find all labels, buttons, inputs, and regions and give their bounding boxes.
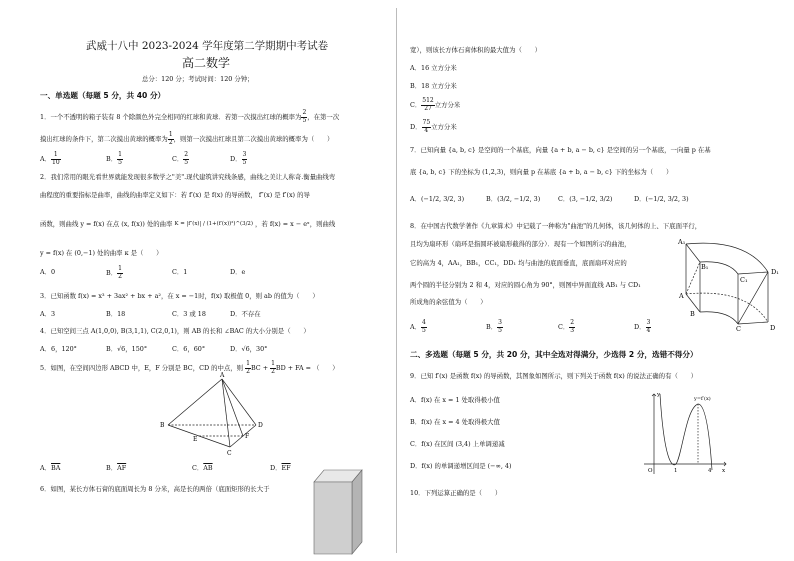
exam-meta: 总分：120 分；考试时间：120 分钟； [142, 75, 254, 83]
q9-stem: 9．已知 f′(x) 是函数 f(x) 的导函数，其图象如图所示，则下列关于函数 f(x) 的说法正确的有（ ） [410, 372, 698, 380]
q3-stem: 3．已知函数 f(x) = x³ + 3ax² + bx + a²，在 x = −1时，f(x) 取极值 0，则 ab 的值为（ ） [40, 292, 319, 300]
q2-stem-line2: 曲程度的重要指标是曲率，曲线的曲率定义如下：若 f′(x) 是 f(x) 的导函数， f″(x) 是 f′(x) 的导 [40, 191, 310, 199]
q9-option-b[interactable]: B．f(x) 在 x = 4 处取得极大值 [410, 418, 500, 426]
curvature-formula: K = |f″(x)| / (1+(f′(x))²)^(3/2) [174, 221, 253, 227]
q3-option-c[interactable]: C．3 或 18 [172, 310, 206, 318]
label-B1: B₁ [701, 263, 709, 271]
q7-option-c[interactable]: C．(3, −1/2, 3/2) [558, 195, 613, 203]
label-A1: A₁ [678, 238, 686, 246]
label-C1: C₁ [740, 276, 748, 284]
q7-option-a[interactable]: A．(−1/2, 3/2, 3) [410, 195, 465, 203]
label-D: D [258, 422, 263, 429]
q1-stem-line2: 摸出红球的条件下，第二次摸出黄球的概率为 $\frac{1}{2}$ ，则第一次摸出红球且第二次摸出黄球的概率为（ ） [40, 131, 334, 146]
q2-stem-line4: y = f(x) 在 (0,−1) 处的曲率 κ 是（ ） [40, 249, 163, 257]
q2-option-c[interactable]: C．1 [172, 268, 188, 276]
q1-option-d[interactable]: D． $\frac{3}{5}$ [230, 151, 247, 166]
label-B: B [690, 310, 695, 318]
q6-gypsum-block-figure [312, 468, 364, 556]
segment-AB1 [686, 262, 700, 294]
outer-top-arc [686, 243, 768, 272]
edge-AB [168, 379, 222, 425]
q5-tetrahedron-figure [160, 372, 270, 460]
q8-option-b[interactable]: B． $\frac{3}{5}$ [486, 319, 502, 334]
label-C: C [736, 325, 741, 333]
q6-option-a[interactable]: A．16 立方分米 [410, 64, 457, 72]
q7-stem-line2: 底 {a, b, c} 下的坐标为 (1,2,3)，则向量 p 在基底 {a + b, a − b, c} 下的坐标为（ ） [410, 168, 673, 176]
origin-label: O [648, 468, 653, 474]
q2-stem-line3: 函数，则曲线 y = f(x) 在点 (x, f(x)) 处的曲率 K = |f″(x)| / (1+(f′(x))²)^(3/2) ，若 f(x) = x − eˣ，则曲线 [40, 220, 336, 228]
fraction: $\frac{1}{2}$ [168, 131, 173, 146]
curve-label: y=f′(x) [694, 396, 711, 402]
q4-option-a[interactable]: A．6，120° [40, 345, 77, 353]
label-E: E [193, 436, 198, 443]
q4-option-b[interactable]: B．√6，150° [106, 345, 148, 353]
q5-option-b[interactable]: B．$\overline{AF}$ [106, 464, 127, 472]
q6-stem-continued: 宽），则该长方体石膏体积的最大值为（ ） [410, 46, 542, 54]
column-divider [396, 8, 397, 553]
q7-stem-line1: 7．已知向量 {a, b, c} 是空间的一个基底，向量 {a + b, a − b, c} 是空间的另一个基底，一向量 p 在基 [410, 146, 711, 154]
q1-option-b[interactable]: B． $\frac{1}{5}$ [106, 151, 122, 166]
q8-option-c[interactable]: C． $\frac{2}{3}$ [558, 319, 575, 334]
q1-option-c[interactable]: C． $\frac{2}{5}$ [172, 151, 189, 166]
q5-option-a[interactable]: A．$\overline{BA}$ [40, 464, 61, 472]
y-axis-label: y [657, 392, 661, 398]
q6-option-b[interactable]: B．18 立方分米 [410, 82, 457, 90]
q8-option-d[interactable]: D． $\frac{3}{4}$ [634, 319, 651, 334]
q2-option-d[interactable]: D．e [230, 268, 246, 276]
section-multi-choice-heading: 二、多选题（每题 5 分，共 20 分，其中全选对得满分，少选得 2 分，选错不得分） [410, 350, 698, 359]
q2-option-a[interactable]: A．0 [40, 268, 56, 276]
q9-option-d[interactable]: D．f(x) 的单调递增区间是 (−∞, 4) [410, 462, 512, 470]
q8-stem-line3: 它的高为 4，AA₁，BB₁，CC₁，DD₁ 均与曲池的底面垂直，底面扇环对应的 [410, 259, 627, 267]
q6-stem: 6．如图，某长方体石膏的底面周长为 8 分米，高是长的两倍（底面矩形的长大于 [40, 485, 270, 493]
q3-option-b[interactable]: B．18 [106, 310, 126, 318]
label-A: A [679, 292, 684, 300]
label-D: D [770, 324, 776, 332]
label-B: B [160, 422, 165, 429]
derivative-curve [660, 394, 712, 470]
q3-option-d[interactable]: D．不存在 [230, 310, 261, 318]
q2-stem-line1: 2．我们常用的眼光看世界就能发现很多数学之"美".现代建筑讲究线条感，曲线之美让人称奇.衡量曲线弯 [40, 173, 336, 181]
x-axis-label: x [722, 468, 726, 474]
q7-option-d[interactable]: D．(−1/2, 3/2, 3) [634, 195, 689, 203]
q8-stem-line5: 所成角的余弦值为（ ） [410, 298, 487, 306]
right-column [398, 0, 794, 561]
exam-title: 武威十八中 2023-2024 学年度第二学期期中考试卷 [86, 40, 329, 52]
q8-stem-line4: 两个圆的半径分别为 2 和 4，对应的圆心角为 90°，则图中异面直线 AB₁ 与 CD₁ [410, 281, 641, 289]
q6-option-d[interactable]: D． $\frac{75}{4}$ 立方分米 [410, 119, 457, 134]
q3-option-a[interactable]: A．3 [40, 310, 56, 318]
q1-stem-line1: 1．一个不透明的箱子装有 8 个除颜色外完全相同的红球和黄球．若第一次摸出红球的概率为 $\frac{2}{5}$ ，在第一次 [40, 109, 340, 124]
q9-option-c[interactable]: C．f(x) 在区间 (3,4) 上单调递减 [410, 440, 505, 448]
q5-stem: 5．如图，在空间四边形 ABCD 中，E，F 分别是 BC，CD 的中点，则 $\frac{1}{2}$ BC + $\frac{1}{2}$ BD + FA = （ ） [40, 360, 339, 375]
q6-option-c[interactable]: C． $\frac{512}{27}$ 立方分米 [410, 97, 461, 112]
left-column [0, 0, 396, 561]
label-D1: D₁ [771, 268, 779, 276]
tick-4-label: 4 [708, 468, 712, 474]
q5-option-d[interactable]: D．$\overline{EF}$ [270, 464, 291, 472]
q8-stem-line2: 且均为扇环形（扇环是指圆环被扇形截得的部分）．现有一个如图所示的曲池， [410, 240, 631, 248]
q8-option-a[interactable]: A． $\frac{4}{5}$ [410, 319, 426, 334]
label-F: F [245, 433, 250, 440]
q9-derivative-graph [642, 390, 728, 476]
q5-option-c[interactable]: C．$\overline{AB}$ [192, 464, 213, 472]
tick-1-label: 1 [674, 468, 678, 474]
q4-option-c[interactable]: C．6，60° [172, 345, 206, 353]
q2-option-b[interactable]: B． $\frac{1}{2}$ [106, 265, 122, 280]
q8-stem-line1: 8．在中国古代数学著作《九章算术》中记载了一种称为"曲池"的几何体，该几何体的上、下底面平行， [410, 222, 702, 230]
q8-curved-pool-figure [676, 236, 788, 332]
section-single-choice-heading: 一、单选题（每题 5 分，共 40 分） [40, 91, 166, 100]
edge-AD [222, 379, 256, 425]
q1-option-a[interactable]: A． $\frac{1}{10}$ [40, 151, 60, 166]
q7-option-b[interactable]: B．(3/2, −1/2, 3) [486, 195, 541, 203]
exam-subtitle: 高二数学 [182, 56, 231, 70]
q4-option-d[interactable]: D．√6，30° [230, 345, 268, 353]
label-A: A [220, 372, 225, 379]
fraction: $\frac{2}{5}$ [302, 109, 307, 124]
label-C: C [227, 450, 232, 457]
q9-option-a[interactable]: A．f(x) 在 x = 1 处取得极小值 [410, 396, 500, 404]
q10-stem: 10．下列运算正确的是（ ） [410, 489, 502, 497]
q4-stem: 4．已知空间三点 A(1,0,0), B(3,1,1), C(2,0,1)，则 AB 的长和 ∠BAC 的大小分别是（ ） [40, 327, 310, 335]
